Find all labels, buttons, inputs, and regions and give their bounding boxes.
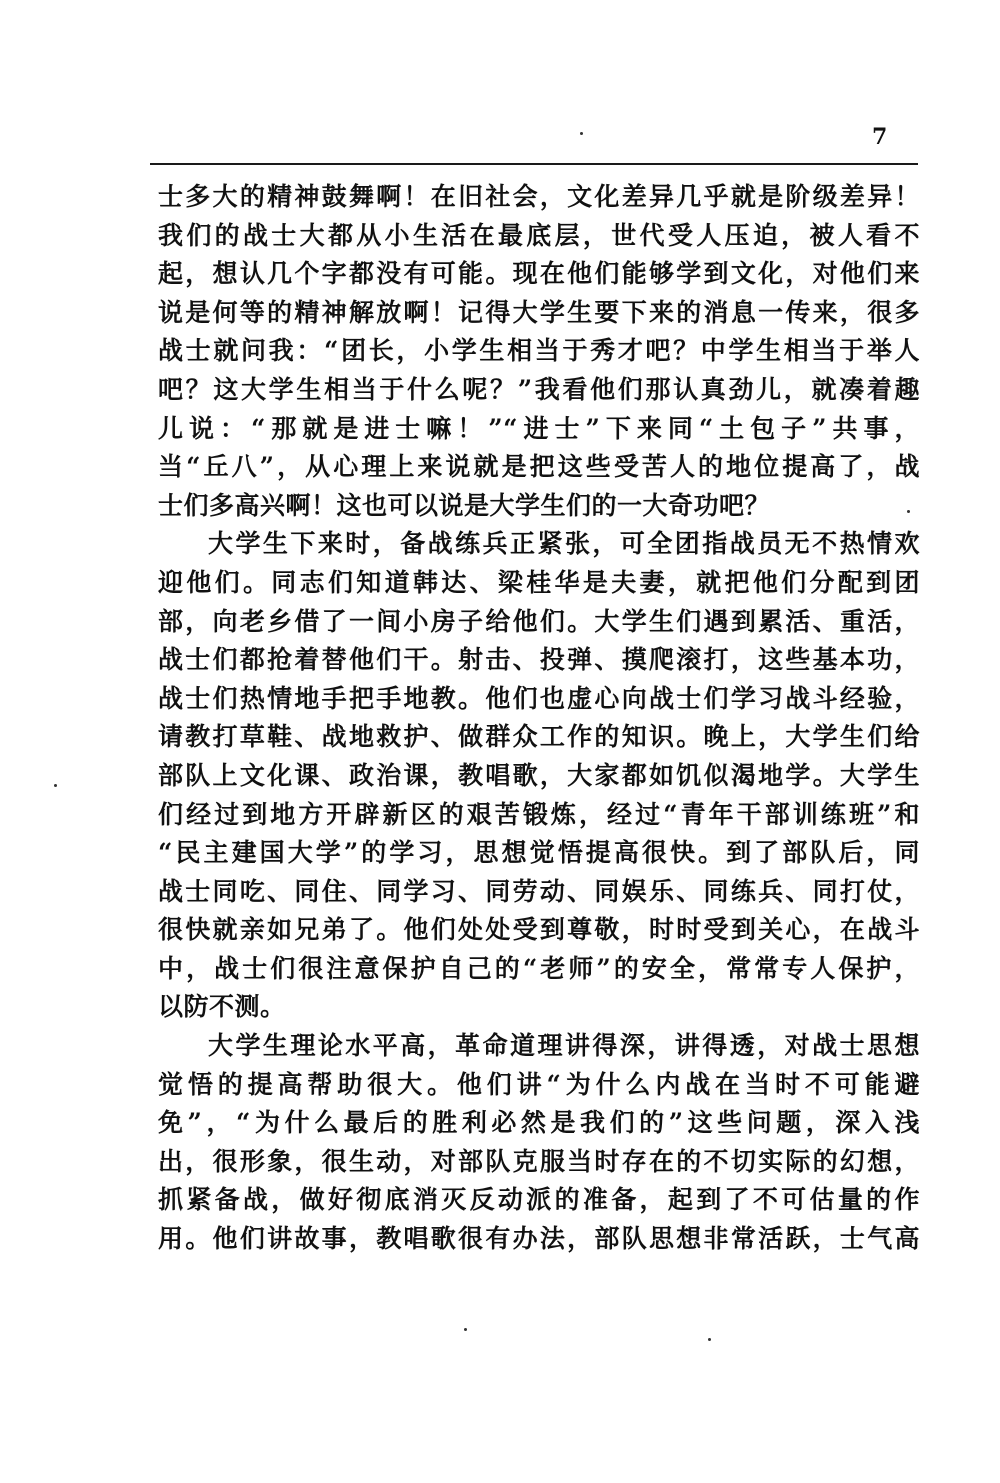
text-line: 战士同吃、同住、同学习、同劳动、同娱乐、同练兵、同打仗， — [158, 876, 920, 906]
text-line: “民主建国大学”的学习，思想觉悟提高很快。到了部队后，同 — [158, 838, 920, 868]
text-line: 部队上文化课、政治课，教唱歌，大家都如饥似渴地学。大学生 — [158, 760, 920, 790]
text-line: 迎他们。同志们知道韩达、梁桂华是夫妻，就把他们分配到团 — [158, 567, 920, 597]
body-text — [158, 178, 920, 1259]
page-number: 7 — [872, 124, 888, 150]
text-line: 战士们都抢着替他们干。射击、投弹、摸爬滚打，这些基本功， — [158, 645, 920, 675]
text-line: 当“丘八”，从心理上来说就是把这些受苦人的地位提高了，战 — [158, 452, 920, 482]
text-line: 免”，“为什么最后的胜利必然是我们的”这些问题，深入浅 — [158, 1108, 920, 1138]
text-line: 起，想认几个字都没有可能。现在他们能够学到文化，对他们来 — [158, 259, 920, 289]
text-line: 出，很形象，很生动，对部队克服当时存在的不切实际的幻想， — [158, 1146, 920, 1176]
text-line: 抓紧备战，做好彻底消灭反动派的准备，起到了不可估量的作 — [158, 1185, 920, 1215]
text-line: 以防不测。 — [158, 992, 286, 1022]
text-line: 请教打草鞋、战地救护、做群众工作的知识。晚上，大学生们给 — [158, 722, 920, 752]
text-line: 吧？这大学生相当于什么呢？”我看他们那认真劲儿，就凑着趣 — [158, 374, 920, 404]
paragraph-first-line: 大学生下来时，备战练兵正紧张，可全团指战员无不热情欢 — [208, 529, 920, 559]
header-rule — [150, 163, 918, 165]
print-speck — [708, 1338, 711, 1341]
text-line: 用。他们讲故事，教唱歌很有办法，部队思想非常活跃，士气高 — [158, 1224, 920, 1254]
paragraph-first-line: 大学生理论水平高，革命道理讲得深，讲得透，对战士思想 — [208, 1031, 920, 1061]
text-line: 中，战士们很注意保护自己的“老师”的安全，常常专人保护， — [158, 953, 920, 983]
text-line: 觉悟的提高帮助很大。他们讲“为什么内战在当时不可能避 — [158, 1069, 920, 1099]
text-line: 儿说：“那就是进士嘛！”“进士”下来同“土包子”共事， — [158, 413, 920, 443]
print-speck — [464, 1328, 467, 1331]
text-line: 士们多高兴啊！这也可以说是大学生们的一大奇功吧？ — [158, 490, 771, 520]
text-line: 士多大的精神鼓舞啊！在旧社会，文化差异几乎就是阶级差异！ — [158, 182, 920, 211]
text-line: 很快就亲如兄弟了。他们处处受到尊敬，时时受到关心，在战斗 — [158, 915, 920, 945]
print-speck — [54, 784, 57, 787]
print-speck — [580, 132, 583, 135]
text-line: 部，向老乡借了一间小房子给他们。大学生们遇到累活、重活， — [158, 606, 920, 636]
text-line: 我们的战士大都从小生活在最底层，世代受人压迫，被人看不 — [158, 220, 920, 250]
text-line: 们经过到地方开辟新区的艰苦锻炼，经过“青年干部训练班”和 — [158, 799, 920, 829]
text-line: 战士就问我：“团长，小学生相当于秀才吧？中学生相当于举人 — [158, 336, 920, 366]
print-speck — [907, 510, 910, 513]
text-line: 战士们热情地手把手地教。他们也虚心向战士们学习战斗经验， — [158, 683, 920, 713]
text-line: 说是何等的精神解放啊！记得大学生要下来的消息一传来，很多 — [158, 297, 920, 327]
